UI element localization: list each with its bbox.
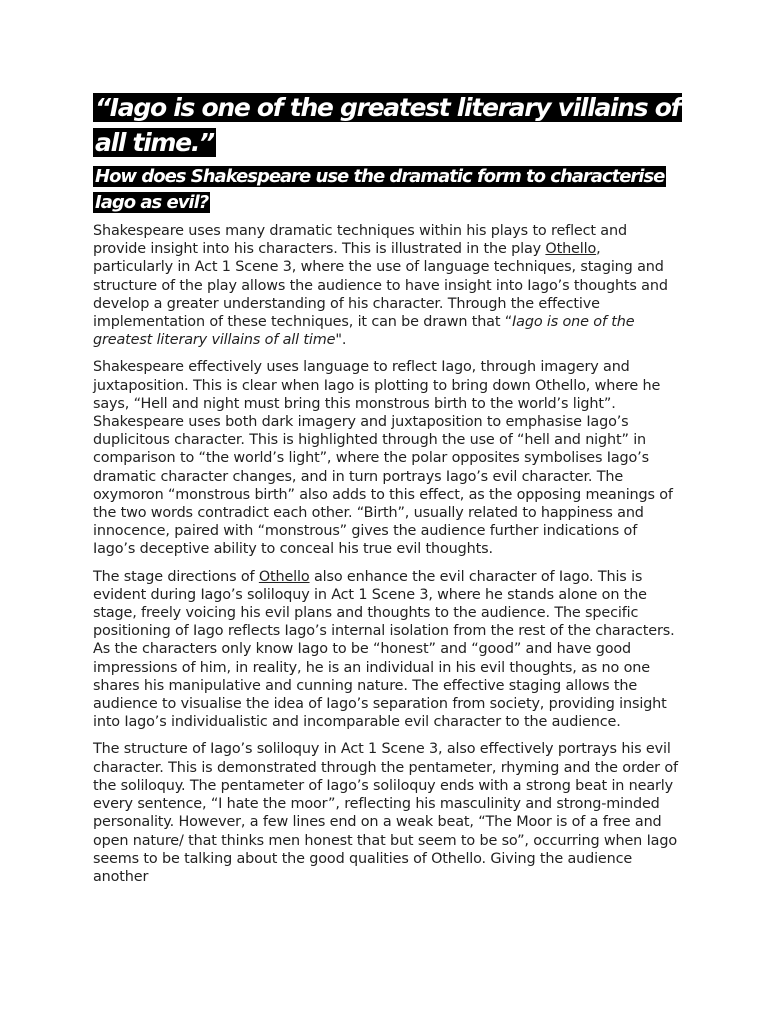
essay-title-text: “Iago is one of the greatest literary villains of all time.”: [95, 93, 681, 157]
paragraph-language: Shakespeare effectively uses language to reflect Iago, through imagery and juxtaposition. This is clear when Iago is plotting to bring down Othello, where he says, “Hell and night must bring this monstrous birth to the world’s light”. Shakespeare uses both dark imagery and juxtaposition to emphasise Iago’s duplicitous character. This is highlighted through the use of “hell and night” in comparison to “the world’s light”, where the polar opposites symbolises Iago’s dramatic character changes, and in turn portrays Iago’s evil character. The oxymoron “monstrous birth” also adds to this effect, as the opposing meanings of the two words contradict each other. “Birth”, usually related to happiness and innocence, paired with “monstrous” gives the audience further indications of Iago’s deceptive ability to conceal his true evil thoughts.: [93, 359, 673, 558]
paragraph-staging-text-a: The stage directions of: [93, 568, 259, 585]
paragraph-intro-text-b: , particularly in Act 1 Scene 3, where the use of language techniques, staging and structure of the play allows the audience to have insight into Iago’s thoughts and develop a greater understanding of his character. Through the effective implementation of these techniques, it can be drawn that “: [93, 241, 668, 331]
paragraph-intro: [93, 222, 683, 349]
paragraph-intro-text-a: Shakespeare uses many dramatic techniques within his plays to reflect and provide insight into his characters. This is illustrated in the play: [93, 223, 627, 258]
essay-title: [93, 90, 683, 160]
document-page: [93, 90, 683, 895]
paragraph-structure: The structure of Iago’s soliloquy in Act 1 Scene 3, also effectively portrays his evil character. This is demonstrated through the pentameter, rhyming and the order of the soliloquy. The pentameter of Iago’s soliloquy ends with a strong beat in nearly every sentence, “I hate the moor”, reflecting his masculinity and strong-minded personality. However, a few lines end on a weak beat, “The Moor is of a free and open nature/ that thinks men honest that but seem to be so”, occurring when Iago seems to be talking about the good qualities of Othello. Giving the audience another: [93, 741, 678, 885]
essay-question-text: How does Shakespeare use the dramatic form to characterise Iago as evil?: [95, 166, 665, 213]
play-title-othello-2: Othello: [258, 568, 310, 585]
paragraph-staging: [93, 568, 683, 732]
play-title-othello: Othello: [545, 241, 597, 258]
paragraph-staging-text-b: also enhance the evil character of Iago. This is evident during Iago’s soliloquy in Act 1 Scene 3, where he stands alone on the stage, freely voicing his evil plans and thoughts to the audience. The specific positioning of Iago reflects Iago’s internal isolation from the rest of the characters. As the characters only know Iago to be “honest” and “good” and have good impressions of him, in reality, he is an individual in his evil thoughts, as no one shares his manipulative and cunning nature. The effective staging allows the audience to visualise the idea of Iago’s separation from society, providing insight into Iago’s individualistic and incomparable evil character to the audience.: [93, 568, 675, 731]
italic-quote: Iago is one of the greatest literary villains of all time: [93, 314, 635, 349]
essay-question: [93, 164, 683, 216]
paragraph-intro-text-c: ".: [335, 332, 347, 349]
